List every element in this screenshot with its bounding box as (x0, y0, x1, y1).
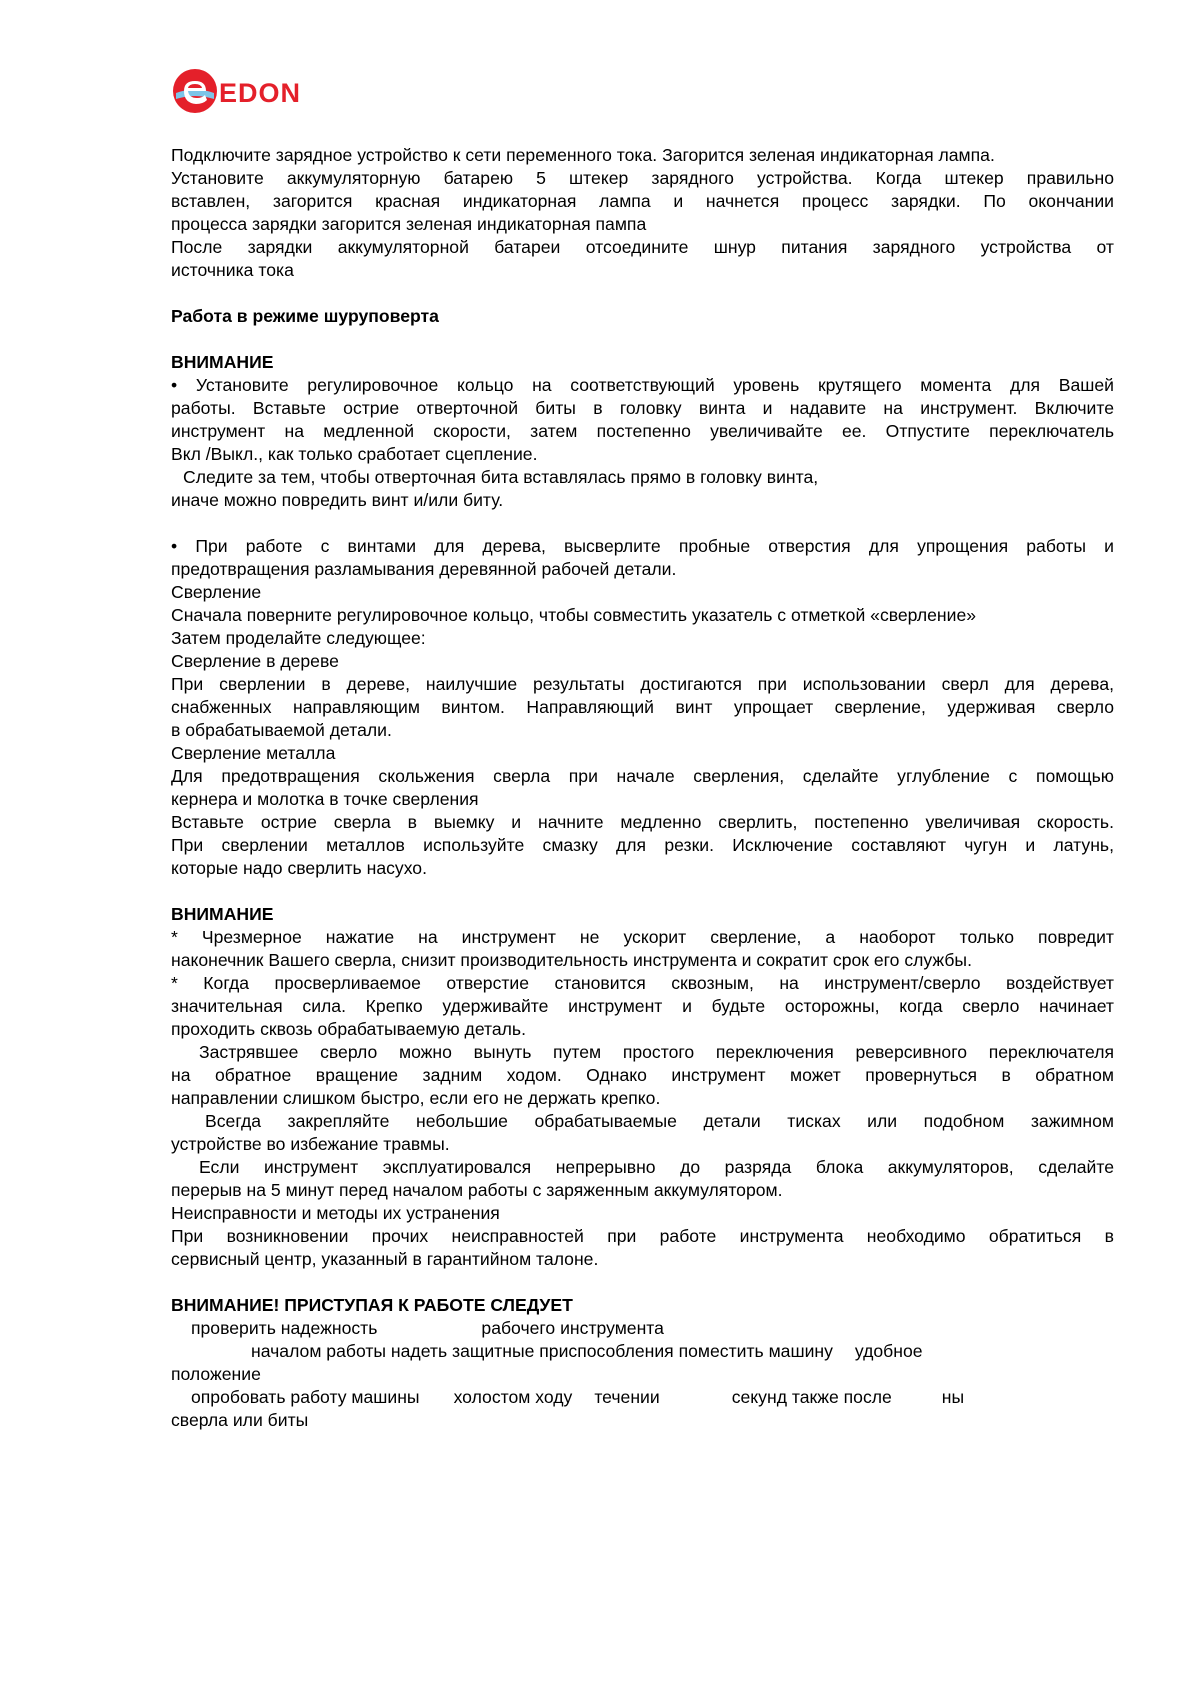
paragraph-line: устройстве во избежание травмы. (171, 1134, 450, 1154)
paragraph-line: Затем проделайте следующее: (171, 628, 426, 648)
paragraph-line: Застрявшее сверло можно вынуть путем простого переключения реверсивного переключателя (199, 1042, 1114, 1062)
paragraph-line: иначе можно повредить винт и/или биту. (171, 490, 504, 510)
paragraph-line: в обрабатываемой детали. (171, 720, 392, 740)
paragraph-line: Подключите зарядное устройство к сети переменного тока. Загорится зеленая индикаторная лампа. (171, 145, 995, 165)
paragraph-line: которые надо сверлить насухо. (171, 858, 427, 878)
document-body (171, 144, 1114, 1432)
checklist-line: положение (171, 1364, 261, 1384)
paragraph-line: • При работе с винтами для дерева, высверлите пробные отверстия для упрощения работы и (171, 536, 1114, 556)
paragraph-line: значительная сила. Крепко удерживайте инструмент и будьте осторожны, когда сверло начинает (171, 996, 1114, 1016)
subheading: Сверление в дереве (171, 651, 339, 671)
paragraph-line: При сверлении металлов используйте смазку для резки. Исключение составляют чугун и латунь, (171, 835, 1114, 855)
warning-heading: ВНИМАНИЕ (171, 904, 274, 924)
checklist-line: сверла или биты (171, 1410, 309, 1430)
logo-wordmark: EDON (219, 78, 302, 108)
paragraph-line: * Когда просверливаемое отверстие становится сквозным, на инструмент/сверло воздействует (171, 973, 1114, 993)
paragraph-line: Если инструмент эксплуатировался непрерывно до разряда блока аккумуляторов, сделайте (199, 1157, 1114, 1177)
paragraph-line: При возникновении прочих неисправностей при работе инструмента необходимо обратиться в (171, 1226, 1114, 1246)
paragraph-line: работы. Вставьте острие отверточной биты в головку винта и надавите на инструмент. Включите (171, 398, 1114, 418)
checklist-line: началом работы надеть защитные приспособления поместить машину удобное (251, 1341, 923, 1361)
checklist-line: проверить надежность рабочего инструмента (191, 1318, 664, 1338)
paragraph-line: источника тока (171, 260, 294, 280)
paragraph-line: Вкл /Выкл., как только сработает сцепление. (171, 444, 538, 464)
paragraph-line: При сверлении в дереве, наилучшие результаты достигаются при использовании сверл для дерева, (171, 674, 1114, 694)
paragraph-line: вставлен, загорится красная индикаторная лампа и начнется процесс зарядки. По окончании (171, 191, 1114, 211)
subheading: Сверление (171, 582, 262, 602)
paragraph-line: снабженных направляющим винтом. Направляющий винт упрощает сверление, удерживая сверло (171, 697, 1114, 717)
paragraph-line: Вставьте острие сверла в выемку и начните медленно сверлить, постепенно увеличивая скорость. (171, 812, 1114, 832)
paragraph-line: процесса зарядки загорится зеленая индикаторная пампа (171, 214, 647, 234)
paragraph-line: Для предотвращения скольжения сверла при начале сверления, сделайте углубление с помощью (171, 766, 1114, 786)
section-heading: Работа в режиме шуруповерта (171, 306, 439, 326)
paragraph-line: • Установите регулировочное кольцо на соответствующий уровень крутящего момента для Вашей (171, 375, 1114, 395)
edon-logo (170, 66, 305, 118)
paragraph-line: кернера и молотка в точке сверления (171, 789, 479, 809)
paragraph-line: перерыв на 5 минут перед началом работы с заряженным аккумулятором. (171, 1180, 783, 1200)
checklist-line: опробовать работу машины холостом ходу течении секунд также после ны (191, 1387, 965, 1407)
subheading: Сверление металла (171, 743, 336, 763)
paragraph-line: * Чрезмерное нажатие на инструмент не ускорит сверление, а наоборот только повредит (171, 927, 1114, 947)
paragraph-line: инструмент на медленной скорости, затем постепенно увеличивайте ее. Отпустите переключатель (171, 421, 1114, 441)
paragraph-line: направлении слишком быстро, если его не держать крепко. (171, 1088, 661, 1108)
paragraph-line: наконечник Вашего сверла, снизит производительность инструмента и сократит срок его службы. (171, 950, 972, 970)
paragraph-line: на обратное вращение задним ходом. Однако инструмент может провернуться в обратном (171, 1065, 1114, 1085)
warning-heading: ВНИМАНИЕ (171, 352, 274, 372)
paragraph-line: Сначала поверните регулировочное кольцо, чтобы совместить указатель с отметкой «сверление» (171, 605, 977, 625)
paragraph-line: Следите за тем, чтобы отверточная бита вставлялась прямо в головку винта, (183, 467, 819, 487)
paragraph-line: Установите аккумуляторную батарею 5 штекер зарядного устройства. Когда штекер правильно (171, 168, 1115, 188)
paragraph-line: После зарядки аккумуляторной батареи отсоедините шнур питания зарядного устройства от (171, 237, 1114, 257)
edon-logo-icon (170, 66, 305, 118)
subheading: Неисправности и методы их устранения (171, 1203, 500, 1223)
paragraph-line: предотвращения разламывания деревянной рабочей детали. (171, 559, 677, 579)
paragraph-line: проходить сквозь обрабатываемую деталь. (171, 1019, 526, 1039)
paragraph-line: сервисный центр, указанный в гарантийном талоне. (171, 1249, 599, 1269)
paragraph-line: Всегда закрепляйте небольшие обрабатываемые детали тисках или подобном зажимном (205, 1111, 1114, 1131)
warning-heading: ВНИМАНИЕ! ПРИСТУПАЯ К РАБОТЕ СЛЕДУЕТ (171, 1295, 573, 1315)
